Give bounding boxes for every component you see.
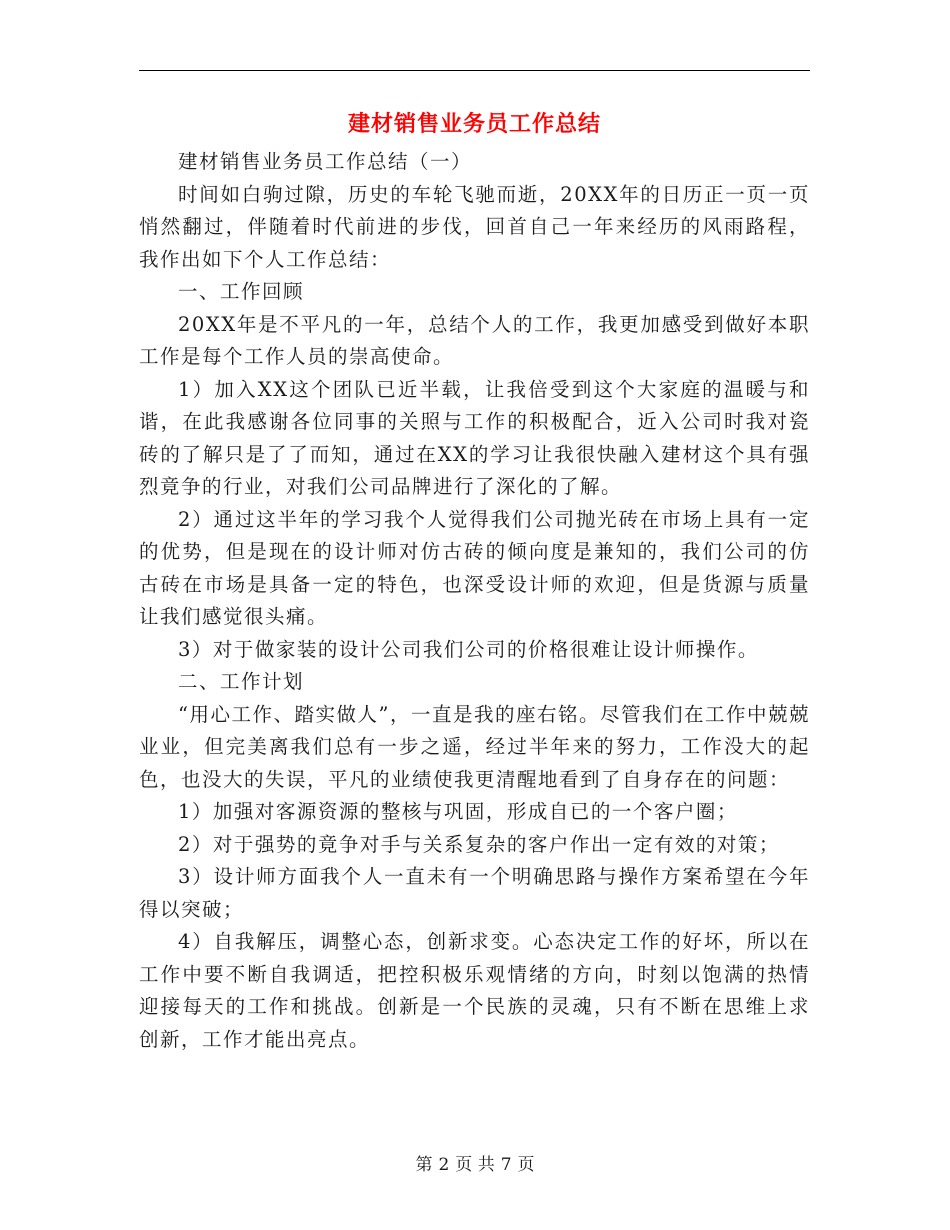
- document-title: 建材销售业务员工作总结: [347, 112, 601, 137]
- section-heading-review: 一、工作回顾: [178, 280, 305, 303]
- body-paragraph: 20XX年是不平凡的一年，总结个人的工作，我更加感受到做好本职工作是每个工作人员的崇高使命。: [139, 312, 810, 368]
- document-body: [139, 146, 810, 1056]
- list-item: 3）设计师方面我个人一直未有一个明确思路与操作方案希望在今年得以突破；: [139, 865, 810, 921]
- total-pages-number: 7: [500, 1155, 512, 1175]
- current-page-number: 2: [438, 1155, 450, 1175]
- header-rule: [139, 70, 810, 71]
- list-item: 1）加入XX这个团队已近半载，让我倍受到这个大家庭的温暖与和谐，在此我感谢各位同事的关照与工作的积极配合，近入公司时我对瓷砖的了解只是了了而知，通过在XX的学习让我很快融入建材这个具有强烈竟争的行业，对我们公司品牌进行了深化的了解。: [139, 377, 810, 498]
- body-paragraph: “用心工作、踏实做人”，一直是我的座右铭。尽管我们在工作中兢兢业业，但完美离我们总有一步之遥，经过半年来的努力，工作没大的起色，也没大的失误，平凡的业绩使我更清醒地看到了自身存在的问题：: [139, 702, 810, 791]
- list-item: 1）加强对客源资源的整核与巩固，形成自已的一个客户圈；: [178, 800, 738, 823]
- body-paragraph: 时间如白驹过隙，历史的车轮飞驰而逝，20XX年的日历正一页一页悄然翻过，伴随着时代前进的步伐，回首自己一年来经历的风雨路程，我作出如下个人工作总结：: [139, 182, 810, 271]
- footer-middle: 页 共: [455, 1155, 495, 1175]
- list-item: 2）通过这半年的学习我个人觉得我们公司抛光砖在市场上具有一定的优势，但是现在的设计师对仿古砖的倾向度是兼知的，我们公司的仿古砖在市场是具备一定的特色，也深受设计师的欢迎，但是货源与质量让我们感觉很头痛。: [139, 507, 810, 628]
- list-item: 3）对于做家装的设计公司我们公司的价格很难让设计师操作。: [178, 637, 759, 661]
- section-subtitle: 建材销售业务员工作总结（一）: [178, 150, 473, 173]
- footer-suffix: 页: [517, 1155, 535, 1175]
- footer-prefix: 第: [415, 1155, 433, 1175]
- list-item: 4）自我解压，调整心态，创新求变。心态决定工作的好坏，所以在工作中要不断自我调适，把控积极乐观情绪的方向，时刻以饱满的热情迎接每天的工作和挑战。创新是一个民族的灵魂，只有不断在思维上求创新，工作才能出亮点。: [139, 930, 810, 1051]
- list-item: 2）对于强势的竟争对手与关系复杂的客户作出一定有效的对策；: [178, 832, 780, 856]
- page-footer: [0, 1153, 950, 1177]
- section-heading-plan: 二、工作计划: [178, 670, 305, 693]
